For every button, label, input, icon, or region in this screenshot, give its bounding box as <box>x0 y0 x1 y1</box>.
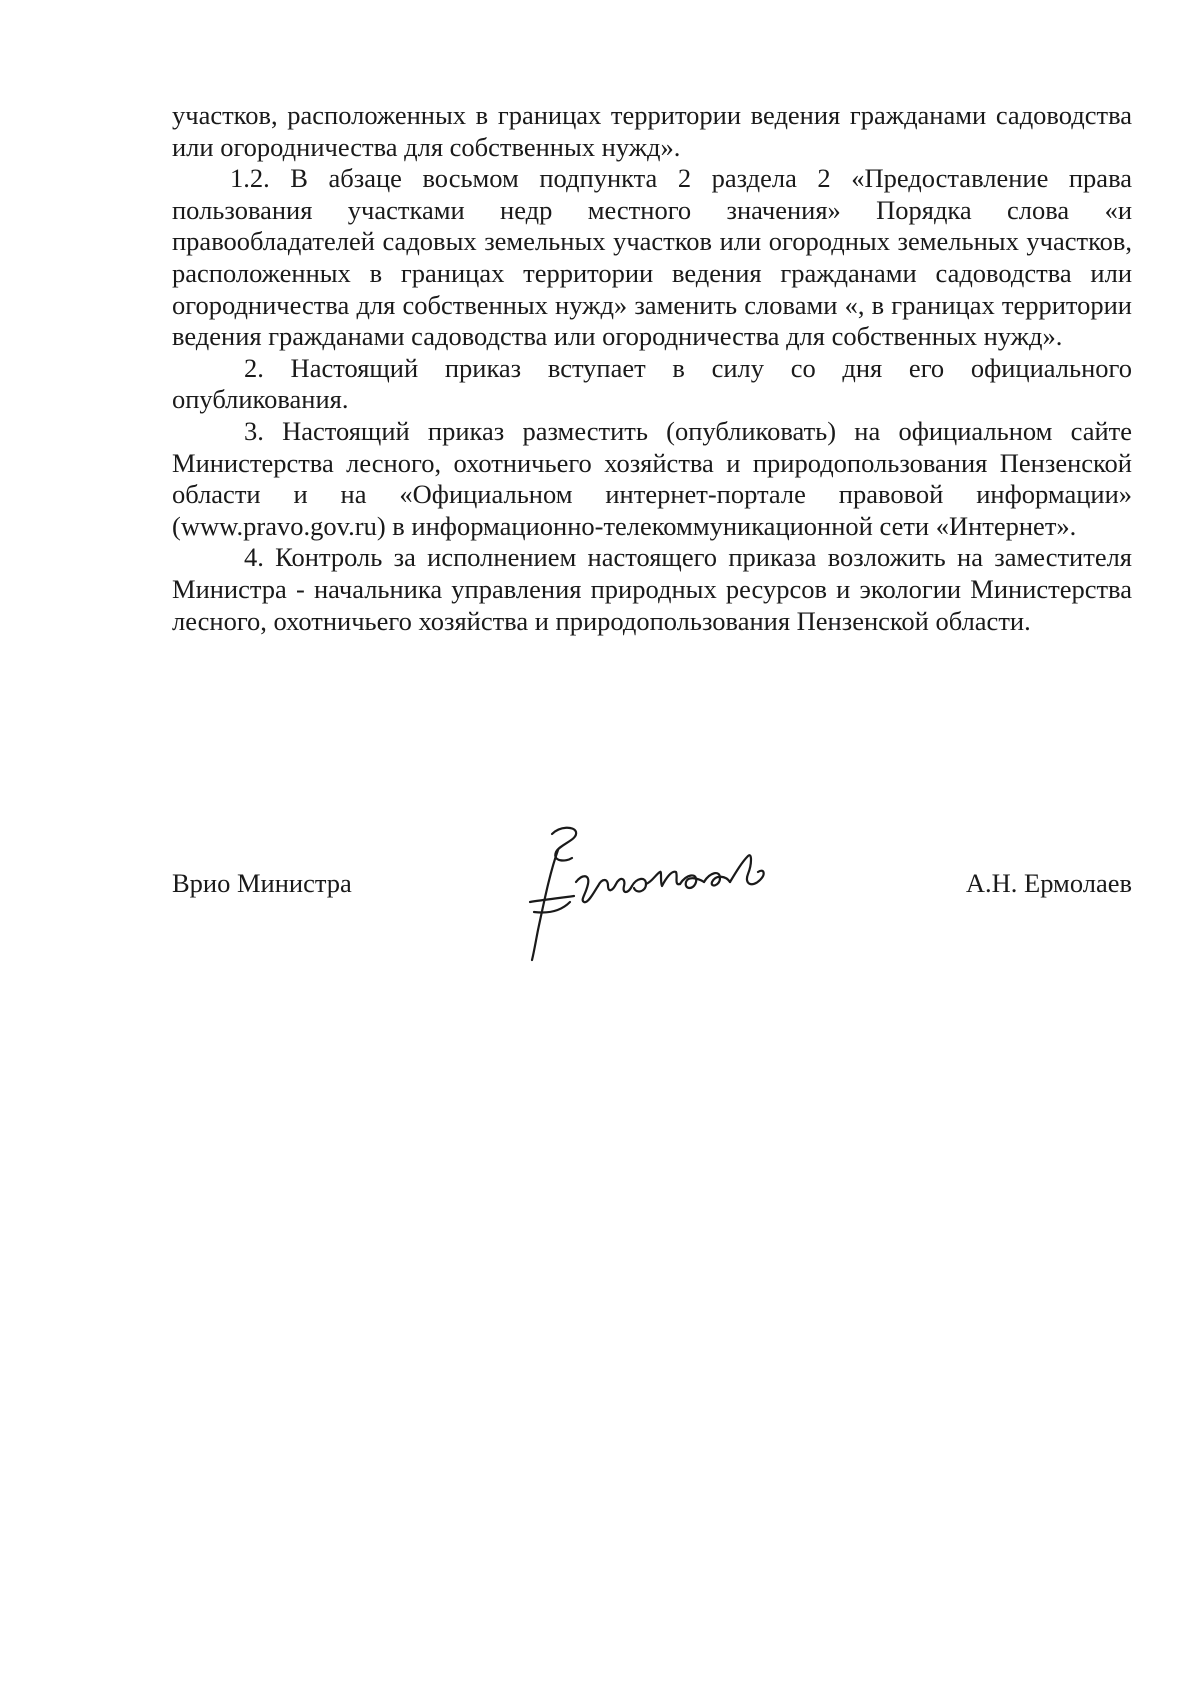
paragraph-continuation: участков, расположенных в границах территории ведения гражданами садоводства или огородничества для собственных нужд». <box>172 100 1132 162</box>
paragraph-4: 4. Контроль за исполнением настоящего приказа возложить на заместителя Министра - начальника управления природных ресурсов и экологии Министерства лесного, охотничьего хозяйства и природопользования Пензенской области. <box>172 542 1132 636</box>
signatory-position: Врио Министра <box>172 868 352 898</box>
document-body <box>172 100 1132 637</box>
signature-icon <box>490 812 810 962</box>
paragraph-1-2: 1.2. В абзаце восьмом подпункта 2 раздела 2 «Предоставление права пользования участками недр местного значения» Порядка слова «и правообладателей садовых земельных участков или огородных земельных участков, расположенных в границах территории ведения гражданами садоводства или огородничества для собственных нужд» заменить словами «, в границах территории ведения гражданами садоводства или огородничества для собственных нужд». <box>172 163 1132 352</box>
signatory-name: А.Н. Ермолаев <box>965 868 1132 898</box>
paragraph-3: 3. Настоящий приказ разместить (опубликовать) на официальном сайте Министерства лесного, охотничьего хозяйства и природопользования Пензенской области и на «Официальном интернет-портале правовой информации» (www.pravo.gov.ru) в информационно-телекоммуникационной сети «Интернет». <box>172 415 1132 541</box>
paragraph-2: 2. Настоящий приказ вступает в силу со дня его официального опубликования. <box>172 352 1132 415</box>
handwritten-signature <box>490 812 810 962</box>
